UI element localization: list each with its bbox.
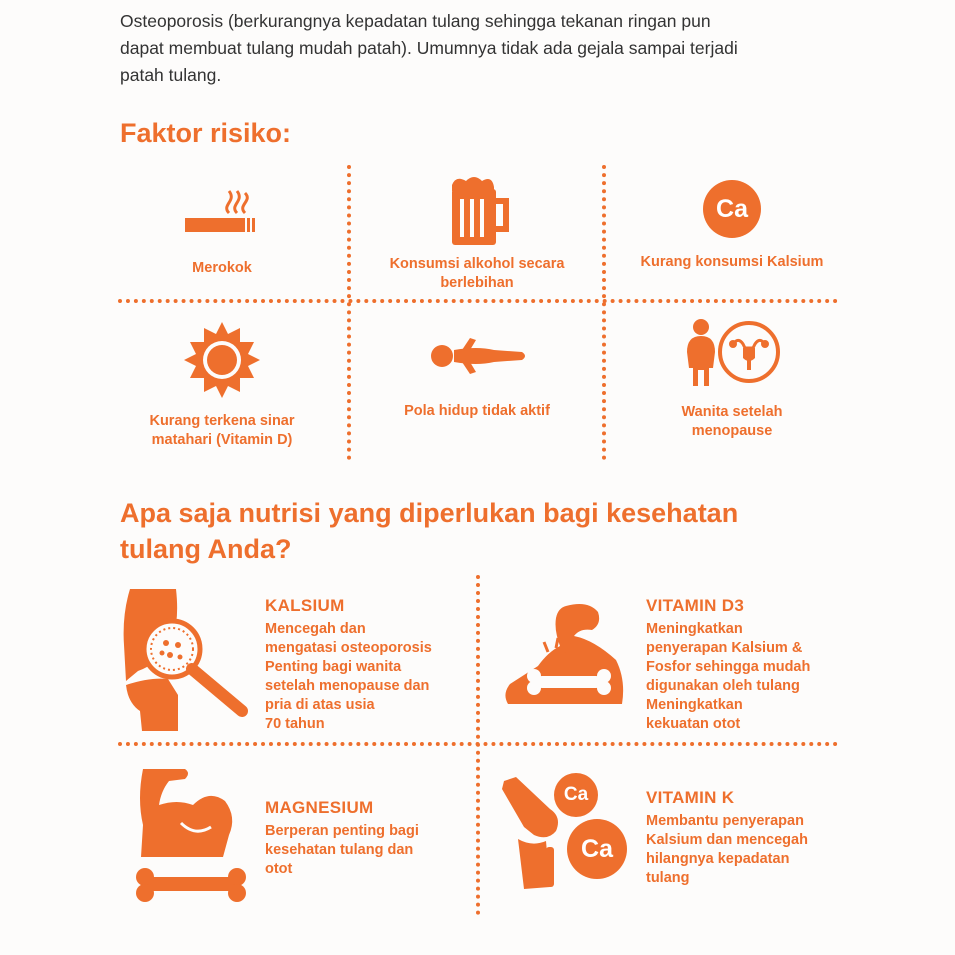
nutrition-heading-line: tulang Anda? <box>120 534 292 564</box>
nutrient-title: VITAMIN D3 <box>646 596 745 615</box>
cigarette-icon <box>177 185 267 245</box>
intro-paragraph <box>120 8 840 89</box>
intro-line: dapat membuat tulang mudah patah). Umumnya tidak ada gejala sampai terjadi <box>120 38 738 58</box>
risk-label: Kurang terkena sinar <box>149 413 295 429</box>
nutrient-line: kesehatan tulang dan <box>265 842 414 858</box>
nutrient-calcium <box>265 596 432 734</box>
nutrient-line: Berperan penting bagi <box>265 823 419 839</box>
nutrient-line: otot <box>265 861 293 877</box>
nutrient-line: Mencegah dan <box>265 621 366 637</box>
nutrient-line: 70 tahun <box>265 716 325 732</box>
nutrient-line: Fosfor sehingga mudah <box>646 659 811 675</box>
nutrient-line: tulang <box>646 870 690 886</box>
nutrient-line: Kalsium dan mencegah <box>646 832 808 848</box>
sun-icon <box>182 320 262 400</box>
nutrient-line: penyerapan Kalsium & <box>646 640 803 656</box>
risk-label: Konsumsi alkohol secara <box>389 256 565 272</box>
nutrition-heading <box>120 495 840 567</box>
risk-item-alcohol <box>362 175 592 293</box>
risk-label: Kurang konsumsi Kalsium <box>640 254 824 270</box>
nutrient-line: kekuatan otot <box>646 716 741 732</box>
risk-heading: Faktor risiko: <box>120 118 292 148</box>
risk-item-calcium <box>617 180 847 272</box>
risk-label: matahari (Vitamin D) <box>151 432 293 448</box>
nutrient-line: mengatasi osteoporosis <box>265 640 432 656</box>
nutrient-line: digunakan oleh tulang <box>646 678 800 694</box>
beer-mug-icon <box>442 175 512 247</box>
nutrient-line: Meningkatkan <box>646 697 743 713</box>
risk-label: berlebihan <box>440 275 514 291</box>
bone-magnifier-icon <box>120 585 255 735</box>
woman-uterus-icon <box>677 318 787 388</box>
nutrient-title: KALSIUM <box>265 596 345 615</box>
calcium-large-icon: Ca <box>567 819 627 879</box>
nutrient-vitamin-k <box>646 788 808 888</box>
divider-horizontal <box>118 299 838 303</box>
divider-horizontal <box>118 742 838 746</box>
risk-label: Wanita setelah <box>681 404 783 420</box>
calcium-small-icon: Ca <box>554 773 598 817</box>
intro-line: Osteoporosis (berkurangnya kepadatan tulang sehingga tekanan ringan pun <box>120 11 711 31</box>
risk-label: Pola hidup tidak aktif <box>404 403 550 419</box>
risk-item-sun <box>107 320 337 450</box>
nutrient-title: MAGNESIUM <box>265 798 374 817</box>
nutrition-heading-line: Apa saja nutrisi yang diperlukan bagi kesehatan <box>120 498 739 528</box>
divider-vertical <box>347 165 351 460</box>
nutrient-line: Penting bagi wanita <box>265 659 402 675</box>
risk-item-inactive <box>362 330 592 421</box>
arm-bone-icon <box>498 600 633 720</box>
intro-line: patah tulang. <box>120 65 222 85</box>
nutrient-title: VITAMIN K <box>646 788 735 807</box>
lying-person-icon <box>422 330 532 382</box>
muscle-bone-icon <box>125 765 255 915</box>
nutrient-vitamin-d3 <box>646 596 810 734</box>
risk-item-menopause <box>617 318 847 441</box>
calcium-icon: Ca <box>703 180 761 238</box>
nutrient-line: pria di atas usia <box>265 697 375 713</box>
divider-vertical <box>602 165 606 460</box>
nutrient-line: hilangnya kepadatan <box>646 851 790 867</box>
risk-label: menopause <box>691 423 773 439</box>
risk-item-smoking <box>107 185 337 278</box>
nutrient-line: Membantu penyerapan <box>646 813 804 829</box>
nutrient-line: Meningkatkan <box>646 621 743 637</box>
nutrient-line: setelah menopause dan <box>265 678 430 694</box>
nutrient-magnesium <box>265 798 419 879</box>
risk-label: Merokok <box>192 260 252 276</box>
